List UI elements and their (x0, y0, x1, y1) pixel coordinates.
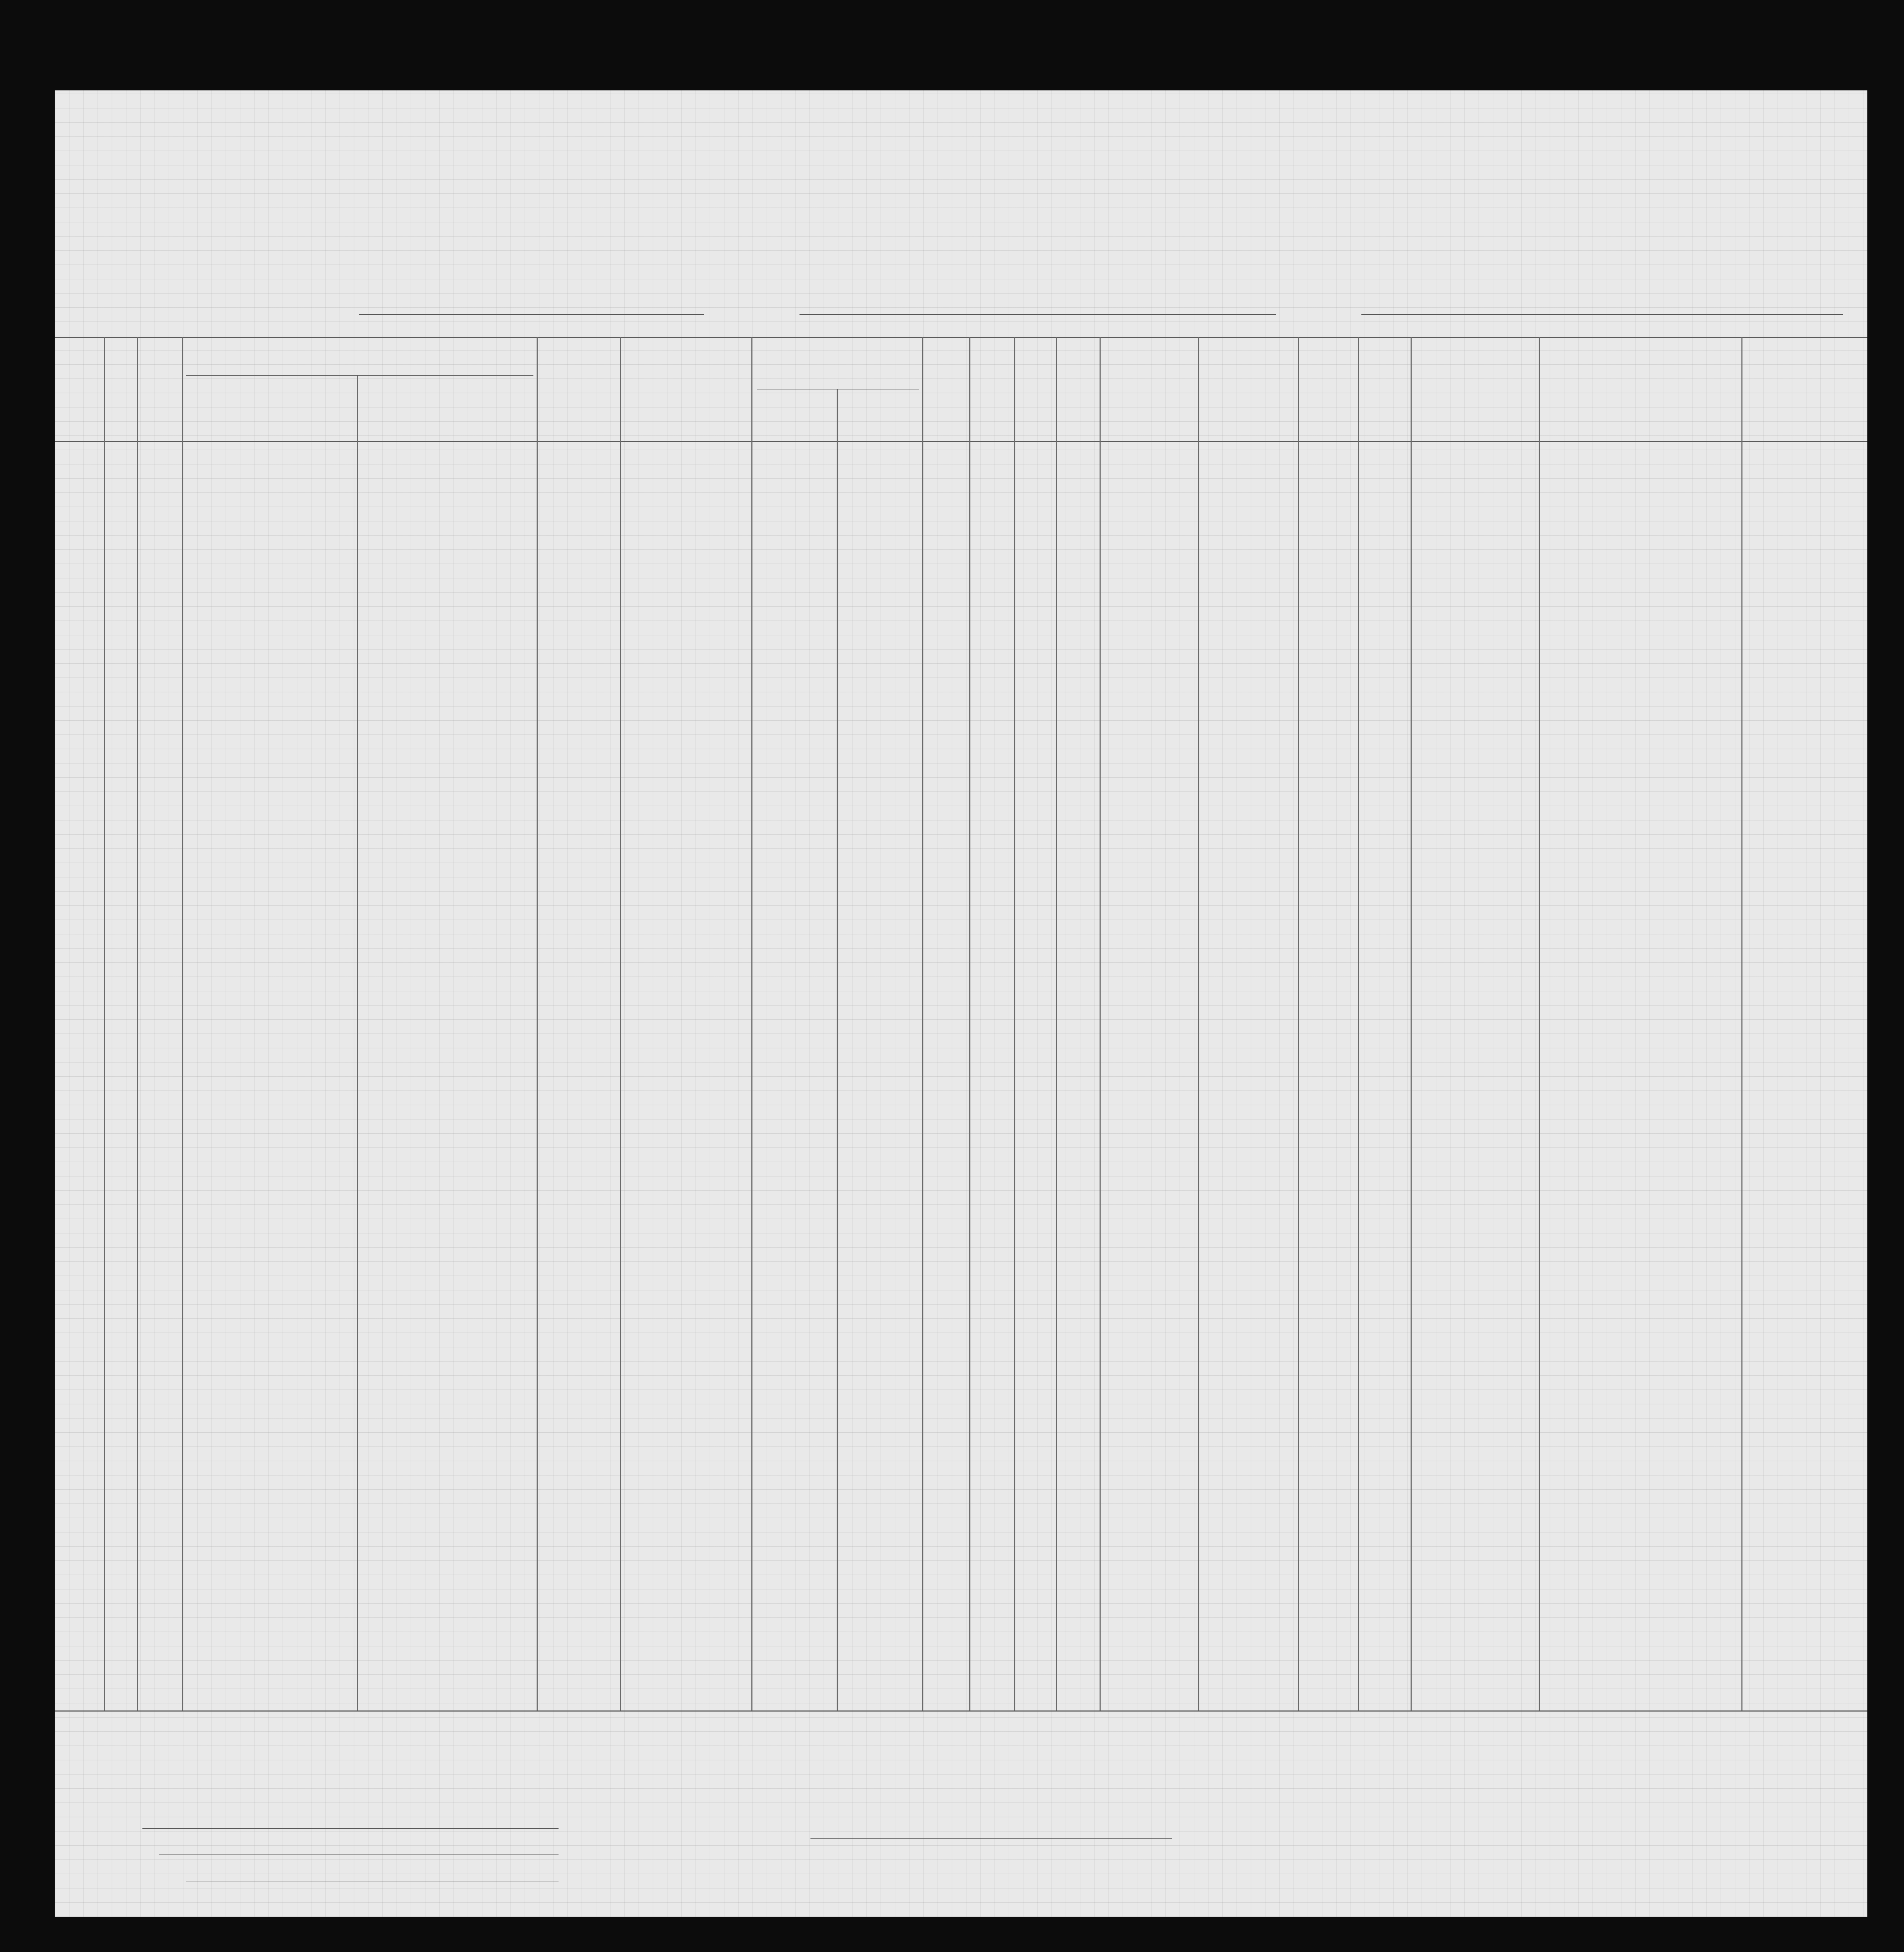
remark-stamp (1446, 430, 1727, 474)
manifest-sheet (55, 90, 1867, 1917)
